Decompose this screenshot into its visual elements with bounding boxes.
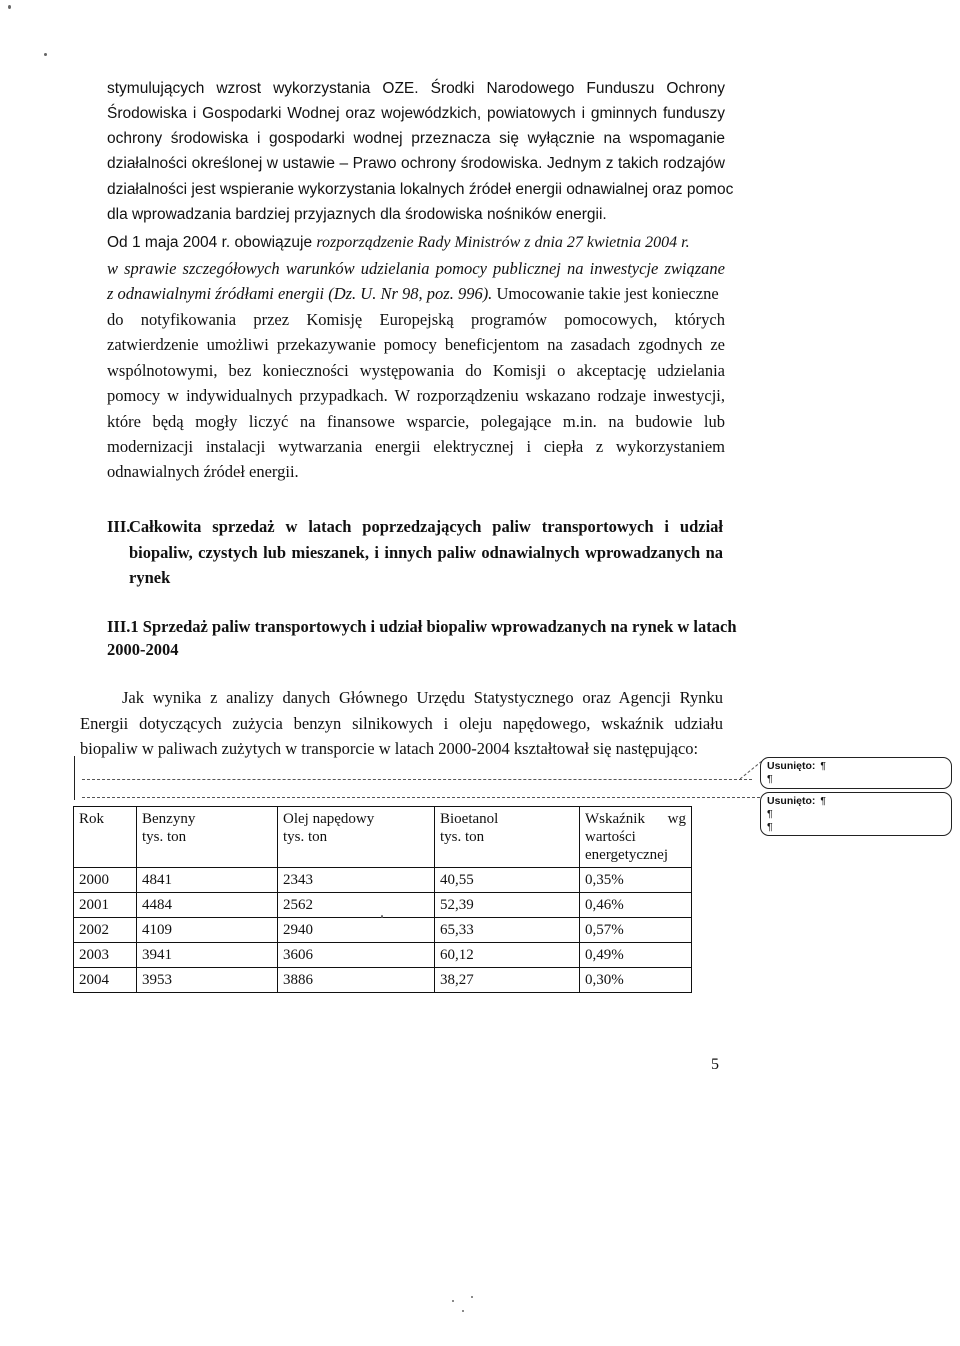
header-text: wartości: [585, 829, 636, 845]
deletion-comment-balloon[interactable]: [760, 757, 952, 789]
body-line: do notyfikowania przez Komisję Europejską programów pomocowych, których: [107, 310, 725, 329]
header-cell: [435, 807, 580, 868]
body-line: które będą mogły liczyć na finansowe wsparcie, polegające m.in. na budowie lub: [107, 412, 725, 431]
body-line: wspólnotowymi, bez konieczności występowania do Komisji o akceptację udzielania: [107, 361, 725, 380]
scan-speck: [462, 1310, 464, 1312]
scan-speck: [8, 5, 11, 9]
pilcrow-icon: ¶: [820, 795, 826, 807]
header-text: energetycznej: [585, 847, 669, 863]
table-row: [74, 868, 692, 893]
header-cell: [278, 807, 435, 868]
balloon-label: Usunięto:: [767, 760, 816, 772]
deletion-connector: [82, 797, 760, 798]
header-cell: [580, 807, 692, 868]
table-cell: 4109: [137, 918, 278, 943]
table-cell: 2562: [278, 893, 435, 918]
deletion-comment-balloon[interactable]: [760, 792, 952, 836]
scan-speck: [471, 1296, 473, 1298]
table-cell: 40,55: [435, 868, 580, 893]
table-cell: 2001: [74, 893, 137, 918]
change-bar: [74, 756, 75, 800]
body-line: stymulujących wzrost wykorzystania OZE. Środki Narodowego Funduszu Ochrony: [107, 80, 725, 97]
regulation-reference: z odnawialnymi źródłami energii (Dz. U. Nr 98, poz. 996).: [107, 284, 493, 303]
scan-speck: [44, 53, 47, 56]
body-line: modernizacji instalacji wytwarzania energii elektrycznej i ciepła z wykorzystaniem: [107, 437, 725, 456]
subsection-title-line: 2000-2004: [107, 640, 179, 659]
scan-speck: [452, 1300, 454, 1302]
pilcrow-icon: ¶: [767, 773, 773, 785]
header-text: Wskaźnik wg: [585, 811, 686, 827]
table-cell: 2343: [278, 868, 435, 893]
table-cell: 52,39: [435, 893, 580, 918]
deletion-connector: [82, 779, 752, 780]
table-cell: 38,27: [435, 968, 580, 993]
pilcrow-icon: ¶: [767, 821, 773, 833]
body-line: odnawialnych źródeł energii.: [107, 462, 299, 481]
body-line: biopaliw w paliwach zużytych w transporcie w latach 2000-2004 kształtował się następująco:: [80, 739, 699, 758]
header-cell: [137, 807, 278, 868]
body-line: Energii dotyczących zużycia benzyn silnikowych i oleju napędowego, wskaźnik udziału: [80, 714, 723, 733]
table-row: [74, 943, 692, 968]
scan-speck: [381, 915, 383, 918]
table-cell: 3606: [278, 943, 435, 968]
regulation-reference: rozporządzenie Rady Ministrów z dnia 27 kwietnia 2004 r.: [316, 234, 690, 251]
table-cell: 4841: [137, 868, 278, 893]
text-run: Od 1 maja 2004 r. obowiązuje: [107, 234, 317, 251]
pilcrow-icon: ¶: [820, 760, 826, 772]
section-title-line: biopaliw, czystych lub mieszanek, i innych paliw odnawialnych wprowadzanych na: [129, 543, 723, 562]
table-cell: 60,12: [435, 943, 580, 968]
table-row: [74, 968, 692, 993]
table-cell: 2940: [278, 918, 435, 943]
table-cell: 2004: [74, 968, 137, 993]
table-cell: 3941: [137, 943, 278, 968]
body-line: [107, 284, 725, 304]
body-line: zatwierdzenie umożliwi przekazywanie pomocy beneficjentom na zasadach zgodnych ze: [107, 335, 725, 354]
table-cell: 4484: [137, 893, 278, 918]
table-cell: 0,35%: [580, 868, 692, 893]
table-row: [74, 893, 692, 918]
header-cell: [74, 807, 137, 868]
table-cell: 0,49%: [580, 943, 692, 968]
table-cell: 3886: [278, 968, 435, 993]
table-cell: 0,57%: [580, 918, 692, 943]
body-line: Jak wynika z analizy danych Głównego Urzędu Statystycznego oraz Agencji Rynku: [122, 688, 723, 707]
subsection-title-line: III.1 Sprzedaż paliw transportowych i udział biopaliw wprowadzanych na rynek w latach: [107, 617, 737, 636]
body-line: pomocy w indywidualnych przypadkach. W rozporządzeniu wskazano rodzaje inwestycji,: [107, 386, 725, 405]
section-title-line: rynek: [129, 568, 171, 587]
table-row: [74, 918, 692, 943]
section-title-line: Całkowita sprzedaż w latach poprzedzających paliw transportowych i udział: [129, 517, 723, 536]
table-cell: 0,30%: [580, 968, 692, 993]
header-text: Benzyny: [142, 811, 196, 827]
body-line: Środowiska i Gospodarki Wodnej oraz wojewódzkich, powiatowych i gminnych funduszy: [107, 105, 725, 122]
body-line: dla wprowadzania bardziej przyjaznych dla środowiska nośników energii.: [107, 206, 607, 223]
body-line: działalności jest wspieranie wykorzystania lokalnych źródeł energii odnawialnej oraz pomoc: [107, 181, 734, 198]
table-cell: 2002: [74, 918, 137, 943]
biofuel-share-table: [73, 806, 692, 993]
table-cell: 0,46%: [580, 893, 692, 918]
text-run: Umocowanie takie jest konieczne: [492, 284, 719, 303]
body-line: [107, 234, 690, 252]
body-line: w sprawie szczegółowych warunków udzielania pomocy publicznej na inwestycje związane: [107, 259, 725, 278]
header-text: Rok: [79, 811, 105, 827]
balloon-label: Usunięto:: [767, 795, 816, 807]
table-cell: 65,33: [435, 918, 580, 943]
header-unit: tys. ton: [440, 829, 485, 845]
body-line: działalności określonej w ustawie – Prawo ochrony środowiska. Jednym z takich rodzajów: [107, 155, 725, 172]
header-unit: tys. ton: [142, 829, 187, 845]
body-line: ochrony środowiska i gospodarki wodnej przeznacza się wyłącznie na wspomaganie: [107, 130, 725, 147]
header-text: Bioetanol: [440, 811, 499, 827]
table-cell: 2003: [74, 943, 137, 968]
table-header-row: [74, 807, 692, 868]
table-cell: 3953: [137, 968, 278, 993]
page-number: 5: [711, 1056, 719, 1073]
section-number: III.: [107, 517, 131, 536]
pilcrow-icon: ¶: [767, 808, 773, 820]
header-text: Olej napędowy: [283, 811, 375, 827]
header-unit: tys. ton: [283, 829, 328, 845]
table-cell: 2000: [74, 868, 137, 893]
